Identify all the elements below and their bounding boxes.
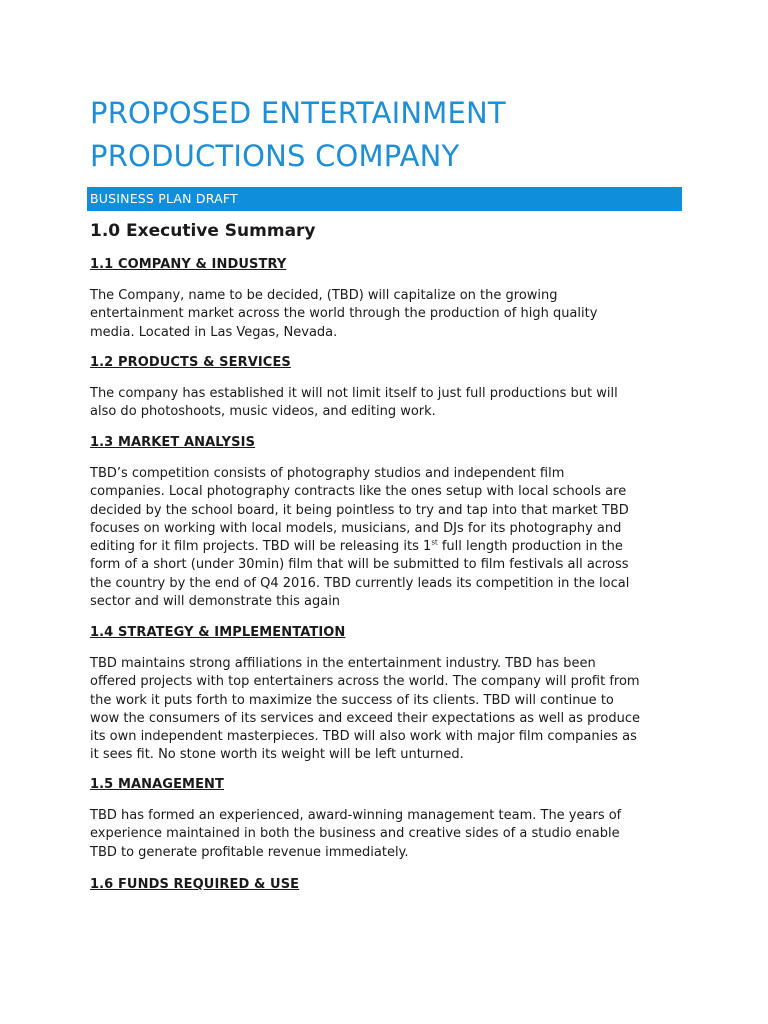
paragraph-management: TBD has formed an experienced, award-winning management team. The years of experience maintained in both the business and creative sides of a studio enable TBD to generate profitable revenue immediately. bbox=[90, 808, 622, 860]
subsection-heading-products-services: 1.2 PRODUCTS & SERVICES bbox=[90, 355, 291, 370]
paragraph-company-industry: The Company, name to be decided, (TBD) will capitalize on the growing entertainment market across the world through the production of high quality media. Located in Las Vegas, Nevada. bbox=[90, 288, 598, 340]
title-line-2: PRODUCTIONS COMPANY bbox=[90, 139, 460, 173]
section-heading: 1.0 Executive Summary bbox=[90, 221, 316, 241]
subtitle-banner: BUSINESS PLAN DRAFT bbox=[87, 187, 682, 211]
paragraph-market-analysis: TBD’s competition consists of photography studios and independent film companies. Local photography contracts like the ones setup with local schools are decided by the school board, it being pointless to try and tap into that market TBD focuses on working with local models, musicians, and DJs for its photography and editing for it film projects. TBD will be releasing its 1st full length production in the form of a short (under 30min) film that will be submitted to film festivals all across the country by the end of Q4 2016. TBD currently leads its competition in the local sector and will demonstrate this again bbox=[90, 466, 630, 610]
superscript-st: st bbox=[431, 538, 438, 547]
document-title bbox=[90, 92, 690, 178]
subsection-heading-company-industry: 1.1 COMPANY & INDUSTRY bbox=[90, 257, 287, 272]
paragraph-products-services: The company has established it will not limit itself to just full productions but will also do photoshoots, music videos, and editing work. bbox=[90, 386, 618, 420]
title-line-1: PROPOSED ENTERTAINMENT bbox=[90, 96, 506, 130]
paragraph-strategy-implementation: TBD maintains strong affiliations in the entertainment industry. TBD has been offered projects with top entertainers across the world. The company will profit from the work it puts forth to maximize the success of its clients. TBD will continue to wow the consumers of its services and exceed their expectations as well as produce its own independent masterpieces. TBD will also work with major film companies as it sees fit. No stone worth its weight will be left unturned. bbox=[90, 656, 640, 763]
subsection-heading-strategy-implementation: 1.4 STRATEGY & IMPLEMENTATION bbox=[90, 625, 346, 640]
subsection-heading-management: 1.5 MANAGEMENT bbox=[90, 777, 225, 792]
subsection-heading-funds-required-use: 1.6 FUNDS REQUIRED & USE bbox=[90, 877, 300, 892]
subsection-heading-market-analysis: 1.3 MARKET ANALYSIS bbox=[90, 435, 256, 450]
